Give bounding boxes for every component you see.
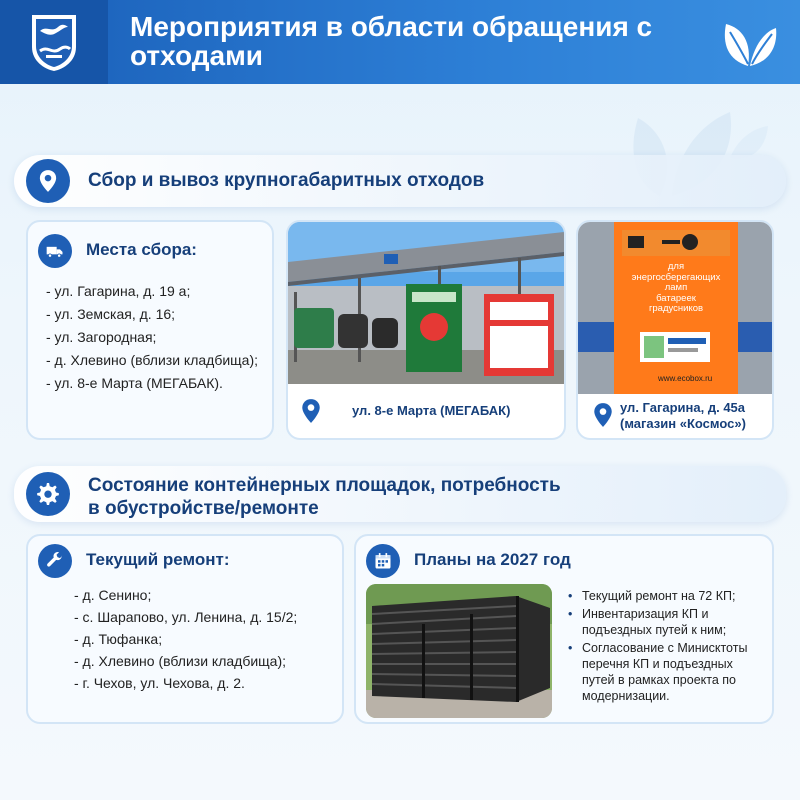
caption-line: (магазин «Космос»): [620, 416, 746, 431]
sign-line: ламп: [664, 282, 688, 293]
list-item: - ул. 8-е Марта (МЕГАБАК).: [46, 375, 223, 391]
section-title-line: в обустройстве/ремонте: [88, 498, 319, 519]
repair-list: [74, 584, 297, 694]
card-title: Планы на 2027 год: [414, 550, 571, 569]
sign-line: энергосберегающих: [631, 271, 721, 283]
ecobox-sign-text: [618, 262, 734, 315]
ecobox-web-text: www.ecobox.ru: [658, 374, 713, 383]
section-banner-bulky-waste: [14, 155, 786, 207]
photo1-caption-row: [300, 398, 510, 424]
photo2-caption: [620, 400, 746, 432]
sign-line: градусников: [648, 303, 704, 314]
plans-2027-card: [354, 534, 774, 724]
caption-line: ул. Гагарина, д. 45а: [620, 400, 746, 415]
location-pin-icon: [592, 402, 614, 428]
list-item: - ул. Земская, д. 16;: [46, 306, 176, 322]
wrench-icon: [38, 544, 72, 578]
list-item: - д. Хлевино (вблизи кладбища);: [46, 352, 259, 368]
list-item: - д. Хлевино (вблизи кладбища);: [74, 653, 287, 669]
list-item: - ул. Загородная;: [46, 329, 157, 345]
sign-line: батареек: [656, 292, 696, 304]
sign-line: для: [667, 261, 685, 272]
card-title: Места сбора:: [86, 240, 197, 259]
section-title: Сбор и вывоз крупногабаритных отходов: [88, 170, 485, 191]
photo-card-megabak: [286, 220, 566, 440]
container-site-photo: [366, 584, 552, 718]
plans-list: [568, 588, 764, 706]
list-item: • Инвентаризация КП и подъездных путей к ним;: [568, 606, 764, 638]
gear-icon: [26, 472, 70, 516]
list-item: - д. Тюфанка;: [74, 631, 163, 647]
city-emblem-icon: [0, 0, 108, 84]
current-repair-card: [26, 534, 344, 724]
list-item: - с. Шарапово, ул. Ленина, д. 15/2;: [74, 609, 298, 625]
section-title: [88, 474, 561, 520]
page-title: Мероприятия в области обращения с отходами: [130, 11, 653, 71]
header-bar: [0, 0, 800, 84]
truck-icon: [38, 234, 72, 268]
megabak-photo: [288, 222, 564, 384]
collection-list: [46, 280, 258, 395]
leaf-logo-icon: [718, 16, 778, 68]
section-banner-container-sites: [14, 466, 786, 522]
card-title: Текущий ремонт:: [86, 550, 230, 569]
ecobox-photo: [578, 222, 772, 394]
list-item: - ул. Гагарина, д. 19 а;: [46, 283, 191, 299]
section-title-line: Состояние контейнерных площадок, потребность: [88, 475, 561, 496]
calendar-icon: [366, 544, 400, 578]
photo-card-ecobox: [576, 220, 774, 440]
photo2-caption-row: [592, 400, 746, 432]
photo1-caption: ул. 8-е Марта (МЕГАБАК): [352, 403, 511, 418]
list-item: • Текущий ремонт на 72 КП;: [568, 588, 764, 604]
location-pin-icon: [300, 398, 322, 424]
list-item: - д. Сенино;: [74, 587, 152, 603]
location-pin-icon: [26, 159, 70, 203]
collection-points-card: [26, 220, 274, 440]
list-item: • Согласование с Минисктоты перечня КП и подъездных путей в рамках проекта по модернизации.: [568, 640, 764, 704]
list-item: - г. Чехов, ул. Чехова, д. 2.: [74, 675, 245, 691]
